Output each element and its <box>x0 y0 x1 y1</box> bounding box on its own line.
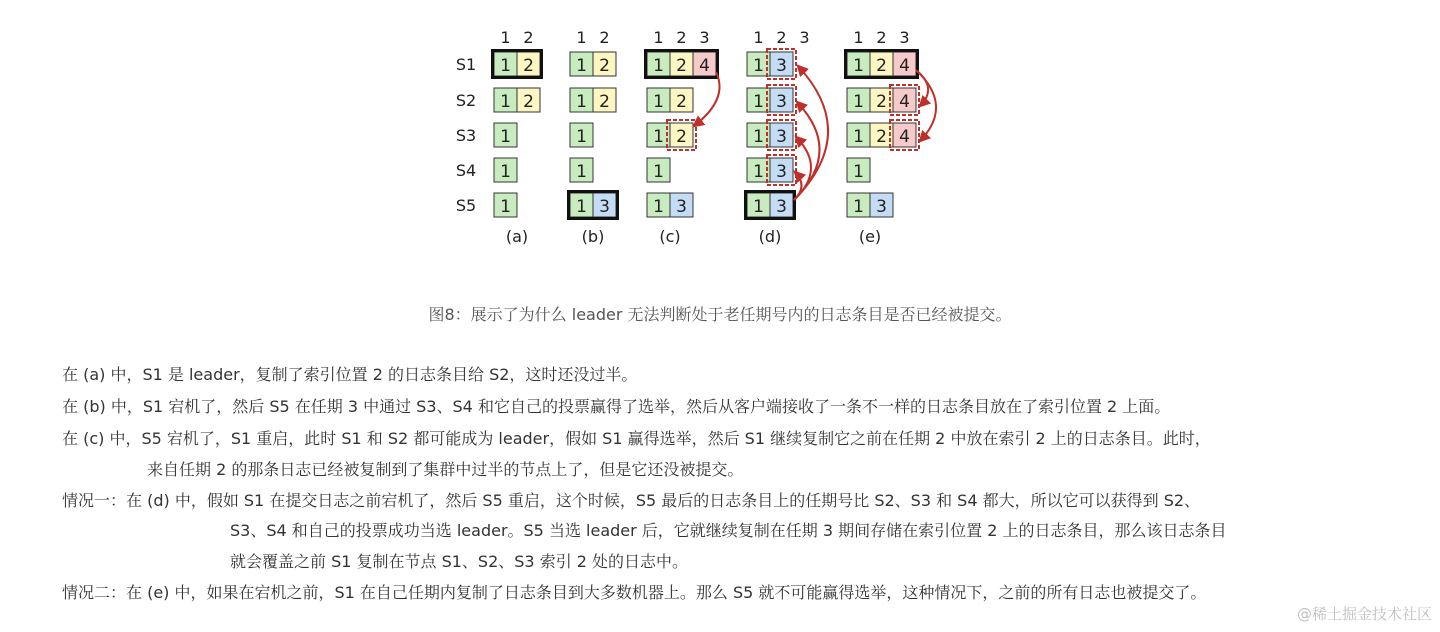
paragraph-a: 在 (a) 中，S1 是 leader，复制了索引位置 2 的日志条目给 S2，这时还没过半。 <box>62 365 638 384</box>
replication-arrow <box>794 66 828 200</box>
log-entry-term: 3 <box>776 92 787 112</box>
log-entry-term: 1 <box>753 92 764 112</box>
log-entry-term: 1 <box>653 197 664 217</box>
log-entry-term: 3 <box>776 162 787 182</box>
log-entry-term: 3 <box>599 197 610 217</box>
panel-label: (b) <box>581 227 605 246</box>
log-entry-term: 2 <box>676 127 687 147</box>
watermark: @稀土掘金技术社区 <box>1296 605 1432 623</box>
log-entry-term: 1 <box>500 92 511 112</box>
index-header: 1 <box>576 28 587 47</box>
log-entry-term: 4 <box>899 127 910 147</box>
paragraph-d-cont-1: S3、S4 和自己的投票成功当选 leader。S5 当选 leader 后，它就继续复制在任期 3 期间存储在索引位置 2 上的日志条目，那么该日志条目 <box>230 521 1227 540</box>
log-entry-term: 1 <box>576 197 587 217</box>
log-entry-term: 1 <box>653 162 664 182</box>
log-entry-term: 2 <box>876 127 887 147</box>
panel-label: (c) <box>659 227 681 246</box>
log-entry-term: 2 <box>599 92 610 112</box>
log-entry-term: 2 <box>876 56 887 76</box>
index-header: 1 <box>653 28 664 47</box>
index-header: 2 <box>876 28 887 47</box>
log-entry-term: 2 <box>876 92 887 112</box>
paragraph-c: 在 (c) 中，S5 宕机了，S1 重启，此时 S1 和 S2 都可能成为 leader，假如 S1 赢得选举，然后 S1 继续复制它之前在任期 2 中放在索引 2 上的日志条目。此时， <box>62 429 1211 448</box>
index-header: 3 <box>799 28 810 47</box>
log-entry-term: 1 <box>500 162 511 182</box>
paragraph-e: 情况二：在 (e) 中，如果在宕机之前，S1 在自己任期内复制了日志条目到大多数机器上。那么 S5 就不可能赢得选举，这种情况下，之前的所有日志也被提交了。 <box>62 583 1207 602</box>
panel-label: (d) <box>758 227 782 246</box>
log-entry-term: 4 <box>899 56 910 76</box>
log-entry-term: 1 <box>753 56 764 76</box>
index-header: 2 <box>776 28 787 47</box>
replication-arrow <box>694 72 720 126</box>
log-entry-term: 4 <box>699 56 710 76</box>
log-entry-term: 1 <box>653 56 664 76</box>
log-entry-term: 3 <box>776 197 787 217</box>
log-entry-term: 1 <box>753 127 764 147</box>
log-entry-term: 1 <box>853 197 864 217</box>
log-entry-term: 1 <box>576 162 587 182</box>
log-entry-term: 1 <box>853 127 864 147</box>
log-entry-term: 1 <box>853 56 864 76</box>
index-header: 1 <box>753 28 764 47</box>
paragraph-b: 在 (b) 中，S1 宕机了，然后 S5 在任期 3 中通过 S3、S4 和它自己的投票赢得了选举，然后从客户端接收了一条不一样的日志条目放在了索引位置 2 上面。 <box>62 397 1171 416</box>
paragraph-c-cont: 来自任期 2 的那条日志已经被复制到了集群中过半的节点上了，但是它还没被提交。 <box>147 460 744 479</box>
log-entry-term: 2 <box>676 92 687 112</box>
log-entry-term: 1 <box>753 197 764 217</box>
log-entry-term: 1 <box>753 162 764 182</box>
index-header: 3 <box>699 28 710 47</box>
server-label-S1: S1 <box>455 55 477 74</box>
log-entry-term: 2 <box>523 92 534 112</box>
log-entry-term: 1 <box>576 127 587 147</box>
log-entry-term: 1 <box>500 197 511 217</box>
server-label-S2: S2 <box>455 91 477 110</box>
log-entry-term: 1 <box>653 92 664 112</box>
panel-label: (e) <box>858 227 882 246</box>
panel-label: (a) <box>505 227 529 246</box>
index-header: 2 <box>599 28 610 47</box>
log-entry-term: 2 <box>676 56 687 76</box>
log-entry-term: 1 <box>576 56 587 76</box>
log-entry-term: 3 <box>776 127 787 147</box>
server-label-S3: S3 <box>455 126 477 145</box>
server-label-S5: S5 <box>455 196 477 215</box>
log-entry-term: 1 <box>653 127 664 147</box>
server-label-S4: S4 <box>455 161 477 180</box>
index-header: 1 <box>500 28 511 47</box>
index-header: 2 <box>523 28 534 47</box>
log-entry-term: 1 <box>500 56 511 76</box>
figure-caption: 图8：展示了为什么 leader 无法判断处于老任期号内的日志条目是否已经被提交。 <box>428 305 1012 324</box>
index-header: 1 <box>853 28 864 47</box>
paragraph-d: 情况一：在 (d) 中，假如 S1 在提交日志之前宕机了，然后 S5 重启，这个时候，S5 最后的日志条目上的任期号比 S2、S3 和 S4 都大，所以它可以获得到 S2、 <box>62 491 1201 510</box>
log-entry-term: 3 <box>876 197 887 217</box>
index-header: 2 <box>676 28 687 47</box>
log-entry-term: 1 <box>853 92 864 112</box>
log-entry-term: 4 <box>899 92 910 112</box>
log-entry-term: 3 <box>676 197 687 217</box>
raft-log-diagram <box>0 0 1440 260</box>
log-entry-term: 1 <box>576 92 587 112</box>
log-entry-term: 2 <box>523 56 534 76</box>
log-entry-term: 2 <box>599 56 610 76</box>
log-entry-term: 1 <box>853 162 864 182</box>
paragraph-d-cont-2: 就会覆盖之前 S1 复制在节点 S1、S2、S3 索引 2 处的日志中。 <box>230 552 689 571</box>
index-header: 3 <box>899 28 910 47</box>
log-entry-term: 3 <box>776 56 787 76</box>
log-entry-term: 1 <box>500 127 511 147</box>
